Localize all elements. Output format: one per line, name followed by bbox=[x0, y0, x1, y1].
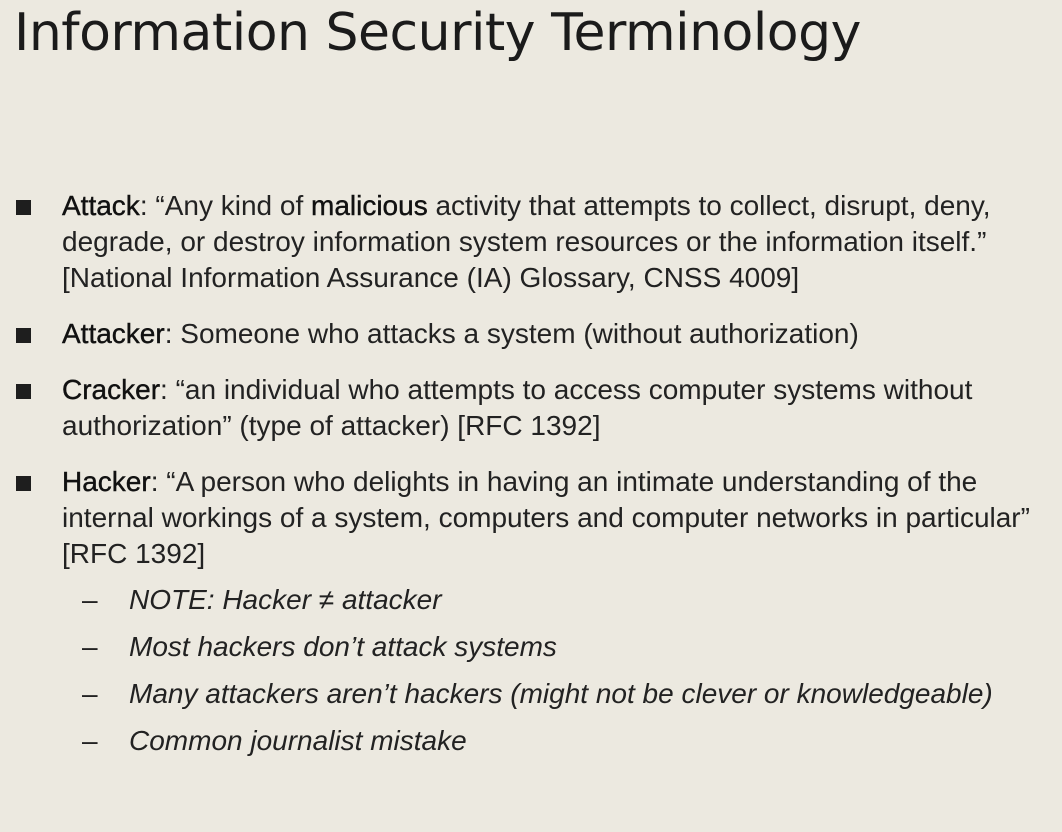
term-hacker: Hacker bbox=[62, 466, 151, 497]
bullet-hacker bbox=[0, 464, 1062, 572]
term-attacker: Attacker bbox=[62, 318, 165, 349]
sub-item-many-attackers bbox=[0, 676, 1062, 712]
sub-item-text: Many attackers aren’t hackers (might not be clever or knowledgeable) bbox=[129, 678, 993, 709]
dash-bullet-icon: – bbox=[82, 725, 98, 756]
sub-item-text: NOTE: Hacker ≠ attacker bbox=[129, 584, 442, 615]
definition-hacker: : “A person who delights in having an intimate understanding of the internal workings of a system, computers and computer networks in particular” [RFC 1392] bbox=[62, 466, 1030, 569]
definition-attacker: : Someone who attacks a system (without authorization) bbox=[164, 318, 859, 349]
definition-attack-part1: : “Any kind of bbox=[139, 190, 311, 221]
dash-bullet-icon: – bbox=[82, 584, 98, 615]
square-bullet-icon bbox=[16, 476, 31, 491]
square-bullet-icon bbox=[16, 328, 31, 343]
definition-attack-part2: activity that attempts to collect, disrupt, deny, degrade, or destroy information system resources or the information itself.” [National Information Assurance (IA) Glossary, CNSS 4009] bbox=[62, 190, 991, 293]
slide-body bbox=[0, 188, 1062, 770]
sub-item-text: Common journalist mistake bbox=[129, 725, 467, 756]
term-cracker: Cracker bbox=[62, 374, 161, 405]
dash-bullet-icon: – bbox=[82, 678, 98, 709]
emphasis-malicious: malicious bbox=[311, 190, 428, 221]
term-attack: Attack bbox=[62, 190, 140, 221]
bullet-cracker bbox=[0, 372, 1062, 444]
sub-item-text: Most hackers don’t attack systems bbox=[129, 631, 557, 662]
bullet-attack bbox=[0, 188, 1062, 296]
slide-title: Information Security Terminology bbox=[14, 3, 861, 63]
square-bullet-icon bbox=[16, 384, 31, 399]
square-bullet-icon bbox=[16, 200, 31, 215]
dash-bullet-icon: – bbox=[82, 631, 98, 662]
bullet-attacker bbox=[0, 316, 1062, 352]
sub-item-journalist bbox=[0, 723, 1062, 759]
sub-item-most-hackers bbox=[0, 629, 1062, 665]
sub-item-note bbox=[0, 582, 1062, 618]
definition-cracker: : “an individual who attempts to access computer systems without authorization” (type of attacker) [RFC 1392] bbox=[62, 374, 973, 441]
